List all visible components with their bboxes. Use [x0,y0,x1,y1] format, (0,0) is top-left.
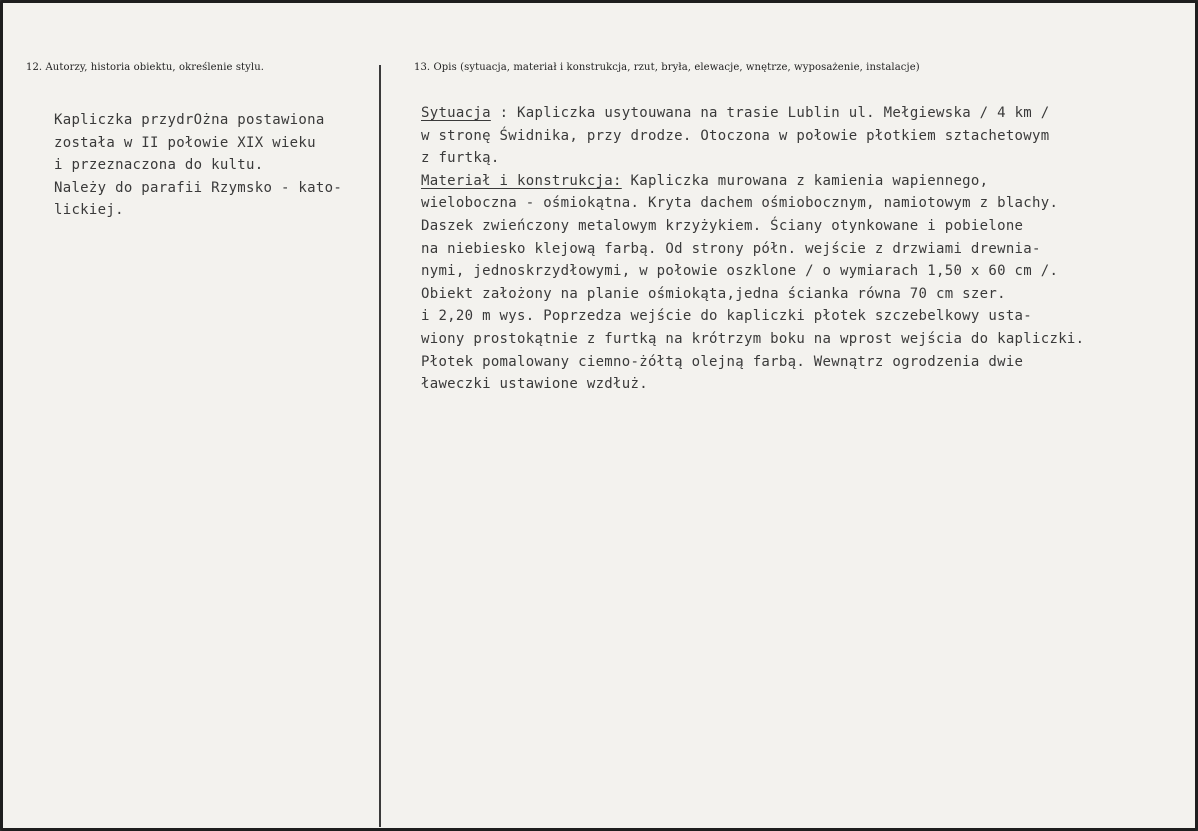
history-line: Kapliczka przydrOżna postawiona [54,112,325,128]
description-line: Obiekt założony na planie ośmiokąta,jedna ścianka równa 70 cm szer. [421,285,1006,302]
right-column-header: 13. Opis (sytuacja, materiał i konstrukcja, rzut, bryła, elewacje, wnętrze, wyposażenie, instalacje) [414,62,920,73]
left-column-header: 12. Autorzy, historia obiektu, określenie stylu. [26,62,265,73]
description-line [421,102,1191,125]
history-text [54,109,376,222]
description-text [421,102,1191,396]
description-line: ławeczki ustawione wzdłuż. [421,376,648,393]
history-line: została w II połowie XIX wieku [54,134,316,151]
history-line: lickiej. [54,202,124,219]
description-line: Płotek pomalowany ciemno-żółtą olejną farbą. Wewnątrz ogrodzenia dwie [421,353,1024,370]
history-line: Należy do parafii Rzymsko - kato- [54,179,343,196]
description-line: na niebiesko klejową farbą. Od strony półn. wejście z drzwiami drewnia- [421,240,1041,257]
sytuacja-label: Sytuacja [421,105,491,121]
description-line: nymi, jednoskrzydłowymi, w połowie oszklone / o wymiarach 1,50 x 60 cm /. [421,263,1059,280]
description-line: w stronę Świdnika, przy drodze. Otoczona w połowie płotkiem sztachetowym [421,127,1050,144]
description-line: wiony prostokątnie z furtką na krótrzym boku na wprost wejścia do kapliczki. [421,330,1085,347]
material-text: Kapliczka murowana z kamienia wapiennego, [621,172,989,189]
description-line: Daszek zwieńczony metalowym krzyżykiem. Ściany otynkowane i pobielone [421,217,1024,234]
description-line: i 2,20 m wys. Poprzedza wejście do kapliczki płotek szczebelkowy usta- [421,308,1033,325]
column-divider [379,65,381,827]
description-line [421,170,1191,193]
history-line: i przeznaczona do kultu. [54,157,264,174]
sytuacja-text: : Kapliczka usytouwana na trasie Lublin ul. Mełgiewska / 4 km / [490,105,1050,121]
description-line: wieloboczna - ośmiokątna. Kryta dachem ośmiobocznym, namiotowym z blachy. [421,195,1059,212]
material-label: Materiał i konstrukcja: [421,172,622,189]
description-line: z furtką. [421,150,500,167]
